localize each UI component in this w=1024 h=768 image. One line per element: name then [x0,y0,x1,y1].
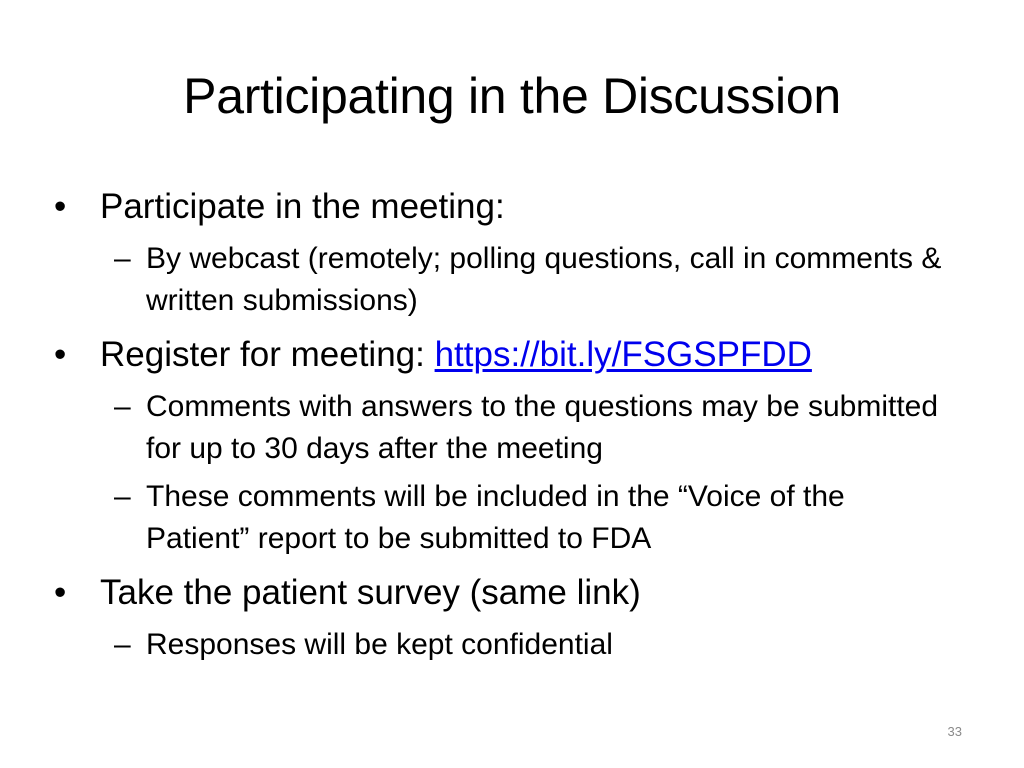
bullet-text: Participate in the meeting: [100,187,505,226]
dash-icon: – [114,628,131,661]
bullet-icon: • [54,573,67,612]
register-link[interactable]: https://bit.ly/FSGSPFDD [434,335,812,374]
bullet-item [54,568,964,618]
sub-bullet-item [54,476,964,560]
slide-body [54,182,964,666]
sub-bullet-text: By webcast (remotely; polling questions, call in comments & written submissions) [146,242,942,317]
sub-bullet-item [54,238,964,322]
slide-title: Participating in the Discussion [183,68,841,124]
bullet-item [54,182,964,232]
dash-icon: – [114,390,131,423]
dash-icon: – [114,242,131,275]
sub-bullet-text: These comments will be included in the “Voice of the Patient” report to be submitted to FDA [146,480,845,555]
dash-icon: – [114,480,131,513]
sub-bullet-text: Responses will be kept confidential [146,628,613,661]
page-number: 33 [947,724,962,739]
bullet-text: Register for meeting: [100,335,435,374]
bullet-icon: • [54,335,67,374]
bullet-icon: • [54,187,67,226]
bullet-text: Take the patient survey (same link) [100,573,641,612]
sub-bullet-item [54,624,964,666]
bullet-item [54,330,964,380]
sub-bullet-item [54,386,964,470]
sub-bullet-text: Comments with answers to the questions may be submitted for up to 30 days after the meeting [146,390,939,465]
